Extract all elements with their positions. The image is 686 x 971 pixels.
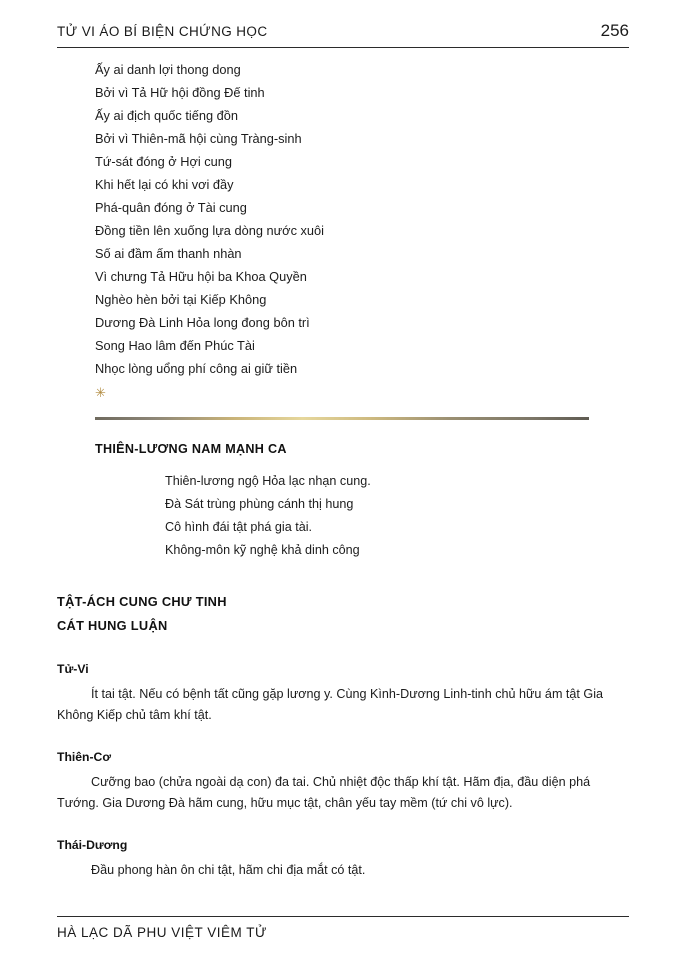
song-title: THIÊN-LƯƠNG NAM MẠNH CA <box>95 442 287 456</box>
song-line: Cô hình đái tật phá gia tài. <box>165 520 313 534</box>
verse-line: Phá-quân đóng ở Tài cung <box>95 200 247 215</box>
verse-line: Khi hết lại có khi vơi đầy <box>95 177 234 192</box>
ornamental-divider <box>95 417 589 420</box>
verse-line: Song Hao lâm đến Phúc Tài <box>95 338 255 353</box>
verse-line: Bởi vì Thiên-mã hội cùng Tràng-sinh <box>95 131 302 146</box>
entry-thai-duong <box>57 838 629 881</box>
page-number: 256 <box>600 21 629 40</box>
asterisk-ornament-icon: ✳ <box>95 385 106 400</box>
entry-title: Tử-Vi <box>57 662 89 676</box>
entry-body: Ít tai tật. Nếu có bệnh tất cũng gặp lương y. Cùng Kình-Dương Linh-tinh chủ hữu ám tật Gia Không Kiếp chủ tâm khí tật. <box>57 687 604 722</box>
section-heading-line-1: TẬT-ÁCH CUNG CHƯ TINH <box>57 594 227 609</box>
entry-tu-vi <box>57 662 629 726</box>
section-heading-line-2: CÁT HUNG LUẬN <box>57 618 168 633</box>
section-heading-group <box>57 590 629 638</box>
entry-thien-co <box>57 750 629 814</box>
verse-line: Nhọc lòng uổng phí công ai giữ tiền <box>95 361 298 376</box>
page-header-title: TỬ VI ÁO BÍ BIỆN CHỨNG HỌC <box>57 24 268 39</box>
song-line: Thiên-lương ngộ Hỏa lạc nhạn cung. <box>165 474 371 488</box>
verse-line: Tứ-sát đóng ở Hợi cung <box>95 154 233 169</box>
song-section <box>57 442 629 562</box>
verse-line: Ấy ai danh lợi thong dong <box>95 62 241 77</box>
entry-body: Đầu phong hàn ôn chi tật, hãm chi địa mắt có tật. <box>91 863 366 877</box>
verse-line: Bởi vì Tả Hữ hội đồng Đế tinh <box>95 85 265 100</box>
entry-body: Cưỡng bao (chửa ngoài dạ con) đa tai. Chủ nhiệt độc thấp khí tật. Hãm địa, đầu diện phá Tướng. Gia Dương Đà hãm cung, hữu mục tật, chân yếu tay mềm (tứ chi vô lực). <box>57 775 591 810</box>
entry-title: Thái-Dương <box>57 838 128 852</box>
verse-line: Đồng tiền lên xuống lựa dòng nước xuôi <box>95 223 325 238</box>
verse-line: Dương Đà Linh Hỏa long đong bôn trì <box>95 315 310 330</box>
entry-title: Thiên-Cơ <box>57 750 112 764</box>
page-content <box>57 58 629 881</box>
verse-line: Vì chưng Tả Hữu hội ba Khoa Quyền <box>95 269 307 284</box>
page-footer: HÀ LẠC DÃ PHU VIỆT VIÊM TỬ <box>57 925 268 940</box>
song-lines <box>95 470 629 562</box>
verse-line: Ấy ai địch quốc tiếng đồn <box>95 108 238 123</box>
header-divider <box>57 47 629 48</box>
verse-line: Nghèo hèn bởi tại Kiếp Không <box>95 292 267 307</box>
song-line: Không-môn kỹ nghệ khả dinh công <box>165 543 360 557</box>
verse-block <box>57 58 629 380</box>
verse-line: Số ai đầm ấm thanh nhàn <box>95 246 242 261</box>
song-line: Đà Sát trùng phùng cánh thị hung <box>165 497 354 511</box>
footer-divider <box>57 916 629 917</box>
page-header <box>57 22 629 39</box>
